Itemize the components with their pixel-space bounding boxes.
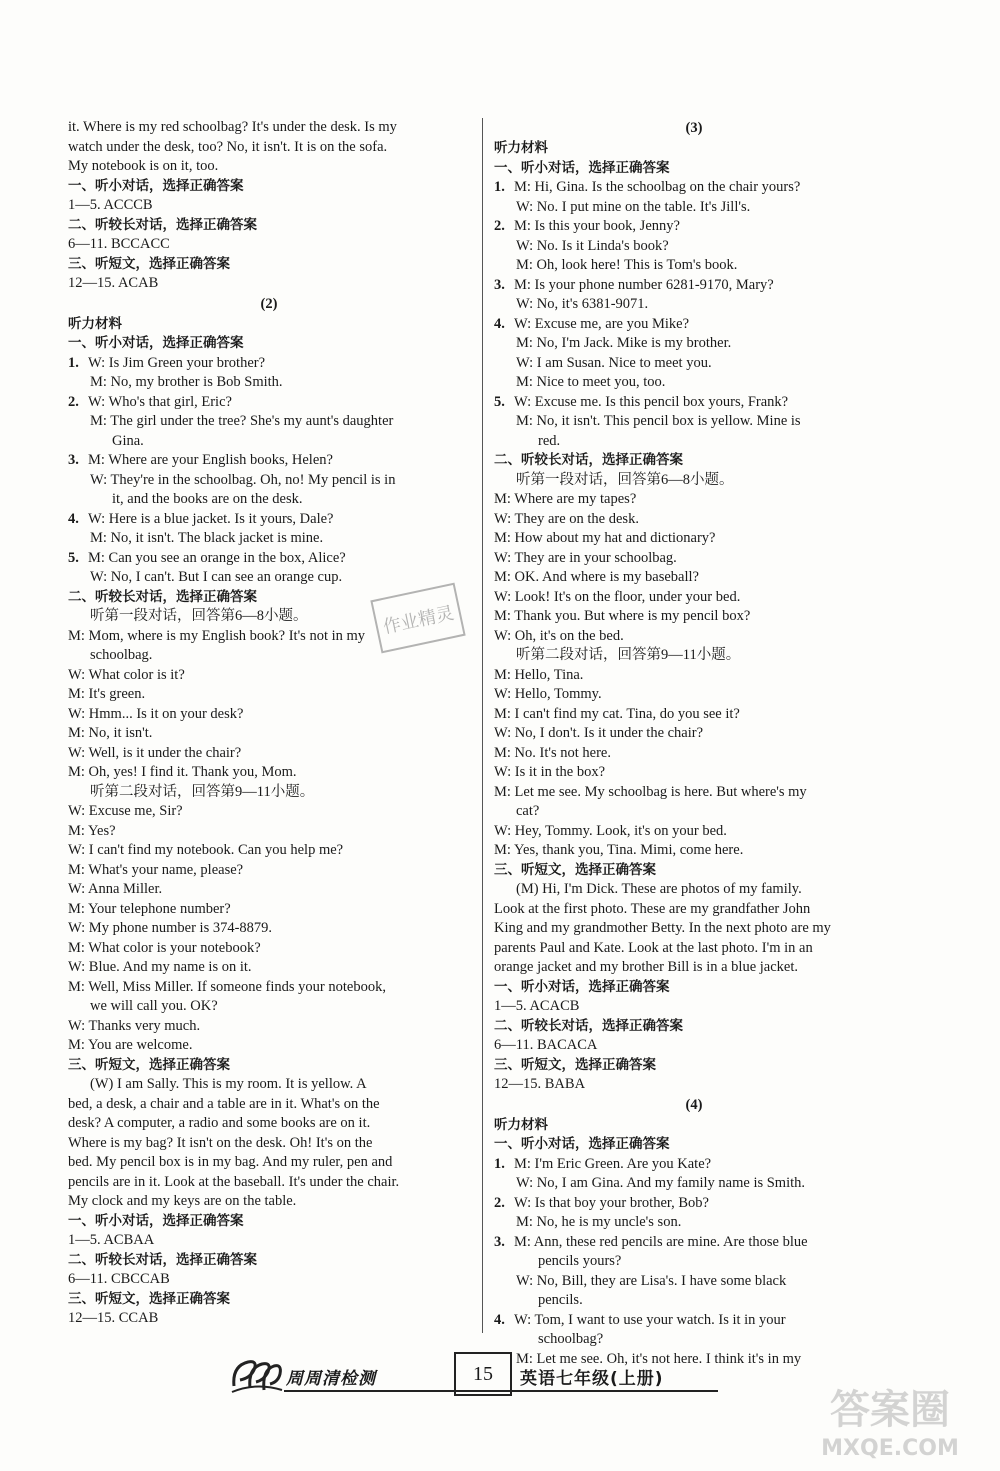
section-heading: 三、听短文，选择正确答案 [68,255,230,272]
answer-line: 1—5. ACBAA [68,1232,155,1248]
dialogue-line: M: You are welcome. [68,1037,193,1053]
dialogue-line: W: Well, is it under the chair? [68,744,242,761]
dialogue-line: W: Is it in the box? [494,764,606,780]
section-heading: 三、听短文，选择正确答案 [494,861,656,878]
answer-line: 6—11. BCCACC [68,236,170,252]
dialogue-item [494,1233,894,1311]
dialogue-line: M: How about my hat and dictionary? [494,530,716,546]
dialogue-line: W: No. Is it Linda's book? [516,237,669,254]
item-number: 2. [494,1194,505,1211]
watermark-text: 答案圈 [830,1387,950,1433]
dialogue-line: M: No, it isn't. [68,725,153,741]
passage-line: Where is my bag? It isn't on the desk. Oh! It's on the [68,1134,373,1151]
dialogue-intro: 听第二段对话，回答第9—11小题。 [90,783,315,800]
dialogue-line: M: I'm Eric Green. Are you Kate? [514,1155,712,1172]
dialogue-line: M: Your telephone number? [68,900,231,917]
dialogue-line: cat? [516,803,540,819]
dialogue-line: W: My phone number is 374-8879. [68,920,273,936]
dialogue-line: schoolbag. [90,647,153,663]
dialogue-line: M: Yes? [68,822,116,839]
dialogue-line: W: Is that boy your brother, Bob? [514,1194,709,1211]
dialogue-line: W: Hello, Tommy. [494,686,602,702]
section-heading: 二、听较长对话，选择正确答案 [494,1017,683,1034]
dialogue-line: W: No, I am Gina. And my family name is Smith. [516,1175,806,1191]
dialogue-line: M: I can't find my cat. Tina, do you see it? [494,705,740,722]
item-number: 3. [494,1233,505,1250]
dialogue-line: W: No, Bill, they are Lisa's. I have some black [516,1272,787,1289]
item-number: 3. [68,452,79,468]
dialogue-line: M: The girl under the tree? She's my aunt's daughter [90,413,394,429]
dialogue-line: M: Let me see. My schoolbag is here. But where's my [494,783,807,800]
item-number: 4. [494,315,505,332]
dialogue-line: it, and the books are on the desk. [112,491,303,507]
passage-line: bed. My pencil box is in my bag. And my ruler, pen and [68,1154,393,1170]
dialogue-item [68,393,470,452]
section-heading: 一、听小对话，选择正确答案 [68,177,244,194]
dialogue-intro: 听第一段对话，回答第6—8小题。 [516,471,734,488]
section-heading: 一、听小对话，选择正确答案 [68,335,244,351]
dialogue-line: M: Oh, yes! I find it. Thank you, Mom. [68,764,297,780]
dialogue-line: W: They are in your schoolbag. [494,549,677,566]
dialogue-line: M: No, my brother is Bob Smith. [90,374,283,390]
stamp-icon [358,582,478,654]
item-number: 3. [494,276,505,293]
dialogue-line: red. [538,432,561,449]
item-number: 2. [68,393,79,410]
dialogue-line: M: Is your phone number 6281-9170, Mary? [514,276,774,293]
passage-line: (W) I am Sally. This is my room. It is yellow. A [90,1076,367,1092]
item-number: 4. [68,510,79,527]
dialogue-line: W: What color is it? [68,666,185,683]
dialogue-line: M: Where are my tapes? [494,491,637,507]
dialogue-line: M: It's green. [68,686,146,702]
section-heading: 一、听小对话，选择正确答案 [494,159,670,176]
dialogue-line: M: Mom, where is my English book? It's not in my [68,627,366,644]
dialogue-line: W: Blue. And my name is on it. [68,959,252,975]
watermark-url: MXQE.COM [821,1436,959,1461]
stamp-text: 作业精灵 [381,602,456,639]
dialogue-item [494,1155,894,1194]
dialogue-item [68,510,470,549]
dialogue-line: M: Ann, these red pencils are mine. Are those blue [514,1233,808,1250]
passage-line: bed, a desk, a chair and a table are in it. What's on the [68,1095,380,1112]
passage-line: King and my grandmother Betty. In the next photo are my [494,920,831,936]
dialogue-line: pencils yours? [538,1253,622,1269]
dialogue-line: Gina. [112,432,144,449]
answer-line: 12—15. CCAB [68,1310,159,1326]
dialogue-line: pencils. [538,1292,583,1308]
section-heading: 二、听较长对话，选择正确答案 [494,452,683,468]
dialogue-line: W: Anna Miller. [68,881,163,897]
item-number: 2. [494,218,505,234]
answer-line: 12—15. BABA [494,1076,586,1092]
section-title: 听力材料 [68,315,122,332]
dialogue-intro: 听第二段对话，回答第9—11小题。 [516,647,741,663]
dialogue-line: W: Is Jim Green your brother? [88,354,266,371]
section-title: 听力材料 [494,140,548,156]
dialogue-line: W: No. I put mine on the table. It's Jill's. [516,198,751,215]
stamp-watermark [358,582,478,654]
section-number: (2) [260,295,278,312]
item-number: 5. [68,549,79,566]
dialogue-line: W: Hey, Tommy. Look, it's on your bed. [494,822,727,839]
answer-line: 6—11. BACACA [494,1037,598,1053]
dialogue-line: M: Thank you. But where is my pencil box? [494,608,751,624]
dialogue-item [494,276,894,315]
dialogue-line: W: No, it's 6381-9071. [516,296,649,312]
left-column [68,118,470,1329]
section-heading: 一、听小对话，选择正确答案 [494,1136,670,1152]
dialogue-line: M: No, I'm Jack. Mike is my brother. [516,335,732,351]
dialogue-line: W: Look! It's on the floor, under your bed. [494,588,741,605]
site-watermark [790,1375,990,1465]
watermark-logo-icon [790,1375,990,1465]
item-number: 5. [494,393,505,410]
dialogue-line: M: What's your name, please? [68,861,244,878]
dialogue-line: W: Tom, I want to use your watch. Is it in your [514,1311,786,1328]
dialogue-line: W: Who's that girl, Eric? [88,393,232,410]
dialogue-line: M: Well, Miss Miller. If someone finds your notebook, [68,978,386,995]
column-divider [482,118,483,1333]
right-column [494,118,894,1369]
dialogue-item [494,1194,894,1233]
dialogue-line: M: Can you see an orange in the box, Alice? [88,549,346,566]
section-heading: 二、听较长对话，选择正确答案 [68,588,257,605]
item-number: 1. [68,354,79,371]
dialogue-line: W: They are on the desk. [494,510,639,527]
footer-title: 周周清检测 [286,1369,376,1389]
dialogue-line: W: They're in the schoolbag. Oh, no! My pencil is in [90,471,396,488]
answer-line: 1—5. ACACB [494,998,580,1014]
section-number: (4) [685,1096,703,1113]
section-number: (3) [685,120,703,136]
section-heading: 二、听较长对话，选择正确答案 [68,216,257,233]
passage-line: orange jacket and my brother Bill is in a blue jacket. [494,959,798,975]
passage-line: (M) Hi, I'm Dick. These are photos of my family. [516,881,802,897]
section-heading: 三、听短文，选择正确答案 [68,1290,230,1307]
page-number: 15 [454,1352,512,1396]
dialogue-intro: 听第一段对话，回答第6—8小题。 [90,608,308,624]
dialogue-line: M: No, it isn't. The black jacket is mine. [90,530,324,546]
text-line: My notebook is on it, too. [68,158,219,174]
dialogue-line: M: No, he is my uncle's son. [516,1214,682,1230]
dialogue-line: M: Nice to meet you, too. [516,374,666,390]
passage-line: desk? A computer, a radio and some books are on it. [68,1115,371,1131]
dialogue-line: W: I can't find my notebook. Can you help me? [68,842,344,858]
answer-line: 12—15. ACAB [68,275,159,291]
passage-line: pencils are in it. Look at the baseball. It's under the chair. [68,1173,400,1190]
dialogue-line: M: OK. And where is my baseball? [494,569,699,585]
dialogue-line: W: No, I don't. Is it under the chair? [494,725,704,741]
dialogue-line: M: Let me see. Oh, it's not here. I think it's in my [516,1350,802,1367]
dialogue-item [68,354,470,393]
dialogue-line: M: Hi, Gina. Is the schoolbag on the chair yours? [514,179,801,195]
dialogue-line: M: Oh, look here! This is Tom's book. [516,257,738,273]
footer-subject: 英语七年级(上册) [520,1369,664,1389]
dialogue-line: W: I am Susan. Nice to meet you. [516,354,712,371]
dialogue-item [494,178,894,217]
footer-rule [284,1390,718,1392]
dialogue-line: schoolbag? [538,1331,604,1347]
answer-line: 1—5. ACCCB [68,197,153,213]
dialogue-line: W: No, I can't. But I can see an orange cup. [90,569,343,585]
answer-line: 6—11. CBCCAB [68,1271,170,1287]
dialogue-line: M: No, it isn't. This pencil box is yellow. Mine is [516,413,801,429]
dialogue-line: W: Thanks very much. [68,1017,201,1034]
dialogue-line: W: Excuse me, are you Mike? [514,315,690,332]
section-heading: 一、听小对话，选择正确答案 [68,1212,244,1229]
item-number: 1. [494,179,505,195]
text-line: it. Where is my red schoolbag? It's under the desk. Is my [68,119,397,135]
dialogue-line: we will call you. OK? [90,998,218,1014]
dialogue-line: W: Here is a blue jacket. Is it yours, Dale? [88,510,334,527]
dialogue-item [68,451,470,510]
dialogue-line: W: Excuse me, Sir? [68,803,183,819]
text-line: watch under the desk, too? No, it isn't. It is on the sofa. [68,138,388,155]
passage-line: My clock and my keys are on the table. [68,1193,297,1209]
passage-line: parents Paul and Kate. Look at the last photo. I'm in an [494,939,813,956]
item-number: 1. [494,1155,505,1172]
section-heading: 三、听短文，选择正确答案 [494,1056,656,1073]
section-title: 听力材料 [494,1116,548,1133]
dialogue-line: W: Hmm... Is it on your desk? [68,705,244,722]
dialogue-line: M: What color is your notebook? [68,939,261,956]
dialogue-line: M: Hello, Tina. [494,666,584,683]
section-heading: 二、听较长对话，选择正确答案 [68,1251,257,1268]
dialogue-line: M: Yes, thank you, Tina. Mimi, come here. [494,842,744,858]
dialogue-item [494,393,894,452]
passage-line: Look at the first photo. These are my grandfather John [494,900,811,917]
brand-logo-icon [228,1352,284,1398]
section-heading: 三、听短文，选择正确答案 [68,1056,230,1073]
dialogue-item [494,217,894,276]
dialogue-line: M: No. It's not here. [494,744,611,761]
dialogue-line: M: Where are your English books, Helen? [88,452,333,468]
page-footer [228,1352,728,1400]
dialogue-line: W: Excuse me. Is this pencil box yours, Frank? [514,393,789,410]
dialogue-line: W: Oh, it's on the bed. [494,627,624,644]
item-number: 4. [494,1311,505,1328]
dialogue-item [494,315,894,393]
section-heading: 一、听小对话，选择正确答案 [494,978,670,995]
dialogue-line: M: Is this your book, Jenny? [514,218,680,234]
